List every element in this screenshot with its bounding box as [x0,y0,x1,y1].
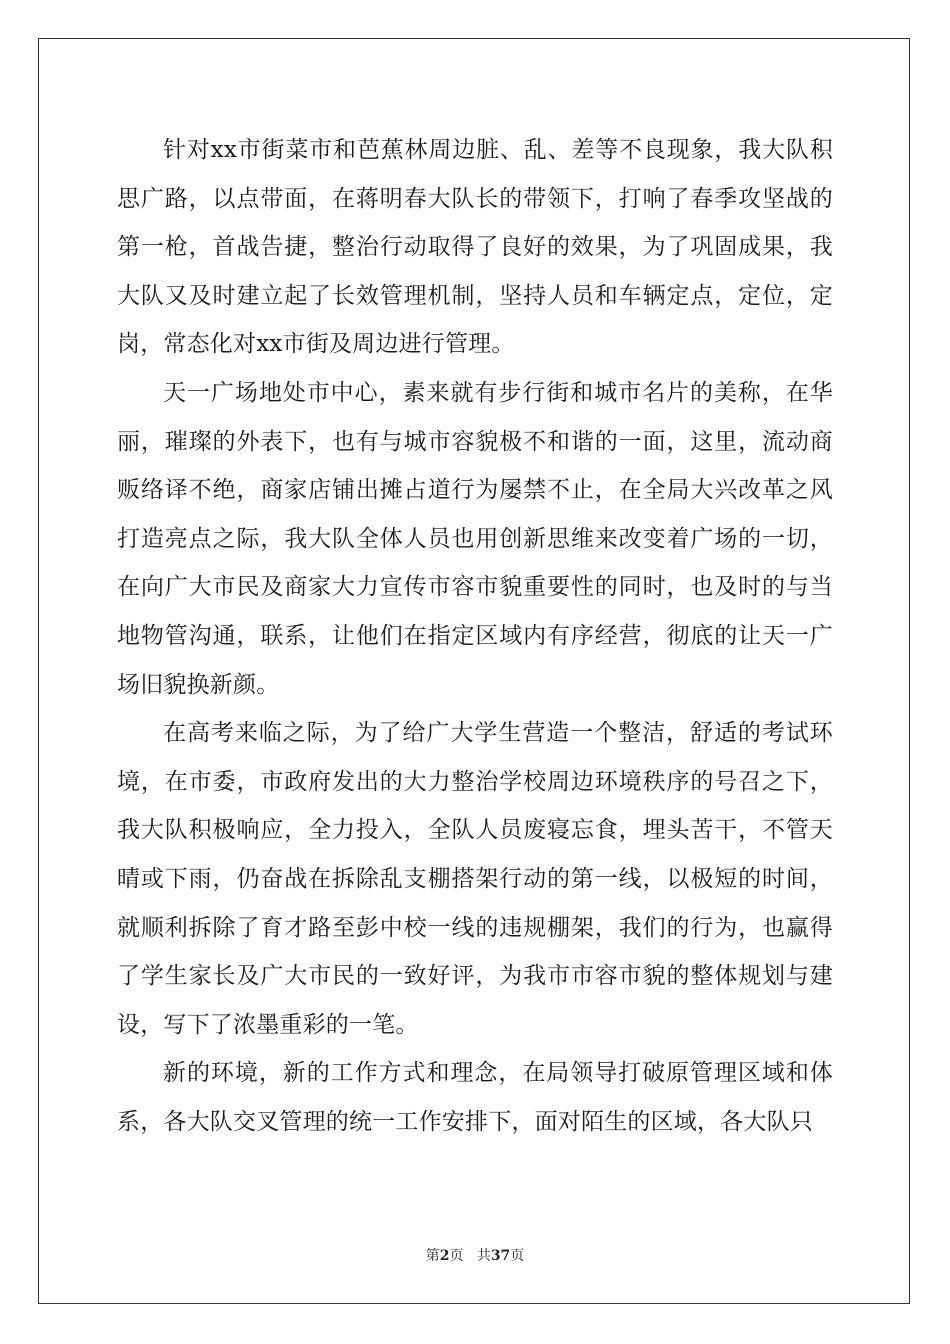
document-body [117,126,833,1146]
total-suffix: 页 [510,1248,525,1264]
total-pages: 37 [490,1248,511,1264]
paragraph-2: 天一广场地处市中心，素来就有步行街和城市名片的美称，在华丽，璀璨的外表下，也有与城市容貌极不和谐的一面，这里，流动商贩络译不绝，商家店铺出摊占道行为屡禁不止，在全局大兴改革之风打造亮点之际，我大队全体人员也用创新思维来改变着广场的一切，在向广大市民及商家大力宣传市容市貌重要性的同时，也及时的与当地物管沟通，联系，让他们在指定区域内有序经营，彻底的让天一广场旧貌换新颜。 [117,379,833,698]
paragraph-4: 新的环境，新的工作方式和理念，在局领导打破原管理区域和体系，各大队交叉管理的统一工作安排下，面对陌生的区域，各大队只 [117,1060,833,1135]
page-footer [0,1245,950,1265]
paragraph-3: 在高考来临之际，为了给广大学生营造一个整洁，舒适的考试环境，在市委，市政府发出的大力整治学校周边环境秩序的号召之下，我大队积极响应，全力投入，全队人员废寝忘食，埋头苦干，不管天晴或下雨，仍奋战在拆除乱支棚搭架行动的第一线，以极短的时间，就顺利拆除了育才路至彭中校一线的违规棚架，我们的行为，也赢得了学生家长及广大市民的一致好评，为我市市容市貌的整体规划与建设，写下了浓墨重彩的一笔。 [117,720,833,1038]
page-prefix: 第 [425,1248,440,1264]
page-suffix: 页 [449,1248,464,1264]
total-prefix: 共 [476,1248,491,1264]
page-number: 2 [439,1248,450,1264]
paragraph-1: 针对xx市街菜市和芭蕉林周边脏、乱、差等不良现象，我大队积思广路，以点带面，在蒋明春大队长的带领下，打响了春季攻坚战的第一枪，首战告捷，整治行动取得了良好的效果，为了巩固成果，我大队又及时建立起了长效管理机制，坚持人员和车辆定点，定位，定岗，常态化对xx市街及周边进行管理。 [117,137,833,358]
